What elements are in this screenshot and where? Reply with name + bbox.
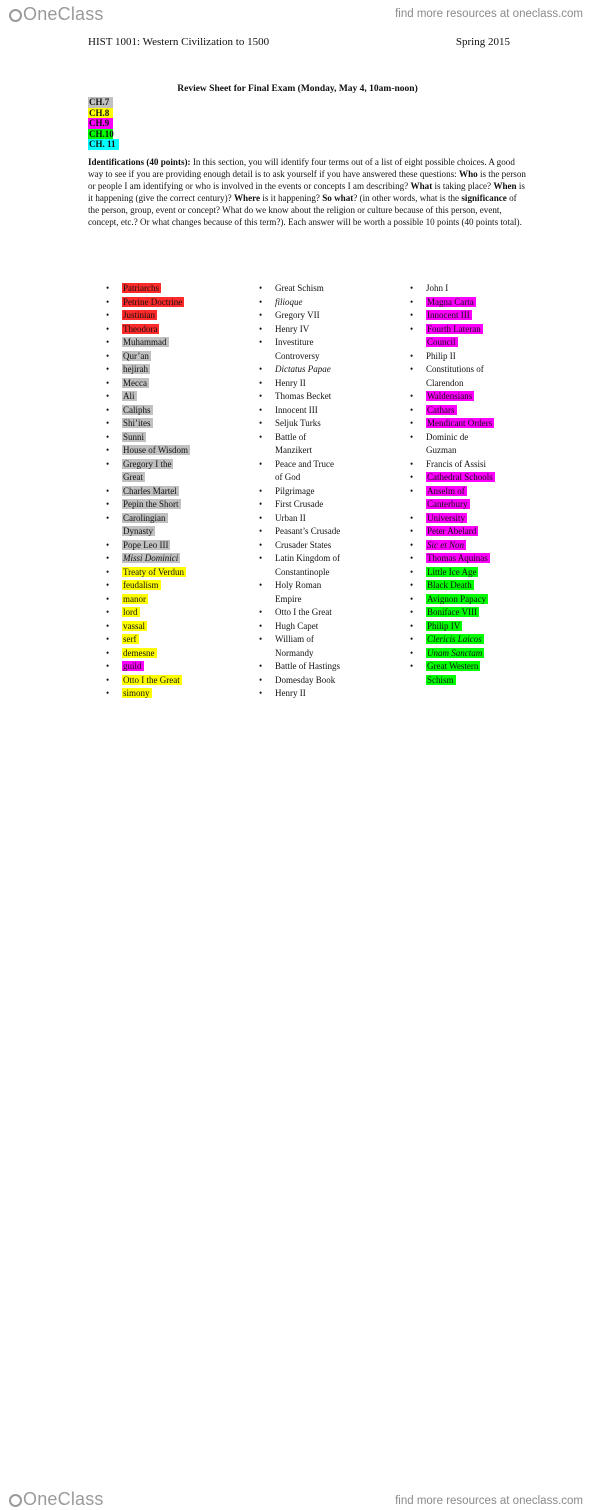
- term-text: Crusader States: [275, 539, 332, 550]
- term-text: Mecca: [123, 377, 147, 388]
- term-text: Cathars: [427, 404, 455, 415]
- term-item: [259, 674, 384, 688]
- term-text: Constantinople: [275, 566, 330, 577]
- intro-text: In this section, you will identify four terms out of a list of eight possible choices. A good way to see if you are providing enough detail is to ask yourself if you have answered these questions:: [88, 157, 515, 179]
- term-item: [410, 566, 550, 580]
- term-item: [106, 431, 226, 445]
- logo-text: OneClass: [23, 4, 104, 24]
- term-item: [106, 647, 226, 661]
- term-item: [106, 296, 226, 310]
- term-item: [410, 660, 550, 674]
- term-text: Gregory VII: [275, 310, 320, 320]
- term-text: Council: [427, 337, 456, 347]
- term-item: [259, 633, 384, 647]
- review-sheet-title: Review Sheet for Final Exam (Monday, May 4, 10am-noon): [177, 84, 418, 94]
- term-item: [106, 498, 226, 512]
- term-text: Muhammad: [123, 337, 167, 347]
- term-item: [106, 458, 226, 472]
- term-text: Fourth Lateran: [427, 323, 481, 334]
- term-text: Philip IV: [427, 620, 461, 631]
- term-item: [410, 674, 550, 688]
- term-text: Thomas Becket: [275, 391, 332, 401]
- term-item: [106, 566, 226, 580]
- term-text: Domesday Book: [275, 674, 336, 685]
- term-item: [106, 377, 226, 391]
- term-item: [106, 512, 226, 526]
- term-item: [259, 390, 384, 404]
- term-text: Innocent III: [427, 310, 470, 320]
- term-item: [106, 471, 226, 485]
- term-text: Great: [123, 472, 143, 482]
- term-item: [106, 417, 226, 431]
- term-item: [259, 498, 384, 512]
- significance-term: significance: [461, 192, 507, 203]
- term-text: Clericis Laicos: [427, 634, 482, 644]
- term-item: [410, 593, 550, 607]
- term-text: Investiture: [275, 337, 314, 347]
- term-text: Boniface VIII: [427, 607, 478, 617]
- terms-column-3: [410, 282, 550, 687]
- term-text: feudalism: [123, 580, 159, 590]
- term-item: [259, 687, 384, 701]
- oneclass-bottom-logo-icon: [9, 1494, 22, 1507]
- term-text: Anselm of: [427, 485, 465, 496]
- term-text: Little Ice Age: [427, 566, 477, 577]
- term-text: manor: [123, 593, 146, 604]
- what-term: What: [410, 180, 433, 191]
- term-item: [106, 593, 226, 607]
- term-text: serf: [123, 634, 137, 644]
- term-item: [410, 647, 550, 661]
- term-item: [106, 579, 226, 593]
- term-item: [106, 485, 226, 499]
- term-item: [410, 539, 550, 553]
- term-text: Caliphs: [123, 404, 151, 415]
- closing-text: of the person, group, event or concept? What do we know about the religion or culture because of this person, event, concept, etc.? Or what changes because of this term?). Each answer will be worth a possible 10 points (40 points total).: [88, 192, 522, 227]
- term-item: [106, 282, 226, 296]
- term-text: Francis of Assisi: [426, 458, 487, 469]
- term-item: [106, 309, 226, 323]
- term-item: [410, 633, 550, 647]
- term-item: [259, 282, 384, 296]
- term-item: [106, 552, 226, 566]
- term-item: [259, 296, 384, 310]
- so-what-term: So what: [322, 192, 354, 203]
- term-text: Canterbury: [427, 499, 468, 509]
- term-item: [410, 431, 550, 445]
- term-text: Gregory I the: [123, 458, 172, 469]
- term-text: Peace and Truce: [275, 458, 334, 469]
- term-text: Treaty of Verdun: [123, 566, 184, 577]
- term-item: [410, 390, 550, 404]
- term-item: [106, 390, 226, 404]
- term-item: [259, 647, 384, 661]
- term-item: [259, 431, 384, 445]
- term-text: Great Western: [427, 661, 479, 671]
- term-text: Peter Abelard: [427, 526, 477, 536]
- term-text: Normandy: [275, 647, 314, 658]
- term-item: [259, 471, 384, 485]
- term-text: Battle of Hastings: [275, 661, 340, 671]
- term-text: guild: [123, 661, 142, 671]
- term-text: Dynasty: [123, 526, 153, 536]
- term-item: [259, 336, 384, 350]
- term-item: [259, 485, 384, 499]
- term-text: vassal: [123, 620, 145, 631]
- term-text: Pepin the Short: [123, 499, 179, 509]
- term-item: [410, 404, 550, 418]
- who-text: is the person or people I am identifying or who is involved in the events or concepts I am describing?: [88, 168, 526, 191]
- term-text: Justinian: [123, 310, 156, 320]
- term-item: [410, 458, 550, 472]
- term-text: William of: [275, 634, 314, 644]
- term-item: [259, 552, 384, 566]
- term-text: Charles Martel: [123, 485, 177, 496]
- term-item: [259, 512, 384, 526]
- term-item: [410, 444, 550, 458]
- chapter-10-label: CH.10: [89, 128, 114, 139]
- term-item: [259, 417, 384, 431]
- term-text: Innocent III: [275, 404, 318, 415]
- where-text: is it happening?: [260, 192, 323, 203]
- oneclass-bottom-logo[interactable]: [9, 1489, 104, 1510]
- term-item: [106, 687, 226, 701]
- term-item: [259, 660, 384, 674]
- term-text: hejirah: [123, 364, 148, 374]
- term-text: Controversy: [275, 350, 320, 361]
- term-text: Guzman: [426, 445, 457, 455]
- term-item: [259, 525, 384, 539]
- where-term: Where: [233, 192, 261, 203]
- term-text: Latin Kingdom of: [275, 553, 340, 563]
- when-text: is it happening (give the correct century)?: [88, 180, 525, 203]
- term-text: demesne: [123, 647, 155, 658]
- term-text: Waldensians: [427, 391, 473, 401]
- term-text: Henry II: [275, 377, 306, 388]
- term-text: Great Schism: [275, 283, 324, 293]
- term-text: Empire: [275, 593, 302, 604]
- oneclass-bottom-bar: [0, 744, 595, 1509]
- top-resources-link[interactable]: find more resources at oneclass.com: [395, 8, 583, 20]
- term-text: Philip II: [426, 350, 456, 361]
- term-item: [410, 579, 550, 593]
- term-item: [259, 620, 384, 634]
- term-text: Manzikert: [275, 445, 312, 455]
- term-item: [106, 363, 226, 377]
- term-text: Pilgrimage: [275, 485, 315, 496]
- term-item: [410, 282, 550, 296]
- term-item: [106, 336, 226, 350]
- term-text: University: [427, 512, 465, 523]
- term-text: Missi Dominici: [123, 553, 179, 563]
- term-item: [259, 579, 384, 593]
- term-item: [410, 336, 550, 350]
- term-text: Patriarchs: [123, 283, 159, 293]
- when-term: When: [493, 180, 517, 191]
- who-term: Who: [458, 168, 478, 179]
- term-item: [259, 566, 384, 580]
- chapter-8-label: CH.8: [88, 108, 113, 119]
- term-item: [259, 606, 384, 620]
- term-item: [106, 633, 226, 647]
- term-item: [410, 350, 550, 364]
- term-item: [410, 309, 550, 323]
- term-text: Henry II: [275, 688, 306, 698]
- term-text: Otto I the Great: [123, 674, 180, 685]
- term-text: filioque: [275, 296, 303, 307]
- term-item: [259, 363, 384, 377]
- so-what-text: ? (in other words, what is the: [353, 192, 462, 203]
- term-text: Black Death: [427, 580, 472, 590]
- term-item: [259, 539, 384, 553]
- term-text: Clarendon: [426, 377, 464, 388]
- term-item: [259, 323, 384, 337]
- term-text: First Crusade: [275, 499, 324, 509]
- term-text: Pope Leo III: [123, 539, 169, 550]
- term-text: Theodora: [123, 323, 158, 334]
- term-text: Hugh Capet: [275, 620, 319, 631]
- term-item: [410, 417, 550, 431]
- term-text: House of Wisdom: [123, 445, 188, 455]
- term-item: [410, 620, 550, 634]
- term-text: Mendicant Orders: [427, 418, 493, 428]
- term-text: Thomas Aquinas: [427, 553, 488, 563]
- oneclass-logo[interactable]: [9, 4, 104, 25]
- oneclass-logo-icon: [9, 9, 22, 22]
- bottom-logo-text: OneClass: [23, 1489, 104, 1509]
- term-text: Petrine Doctrine: [123, 296, 183, 307]
- term-text: Sic et Non: [427, 539, 464, 550]
- term-label: Spring 2015: [455, 36, 510, 48]
- term-item: [410, 485, 550, 499]
- term-item: [106, 525, 226, 539]
- term-text: Qur’an: [123, 350, 149, 361]
- term-text: Constitutions of: [426, 364, 484, 374]
- term-text: Cathedral Schools: [427, 472, 493, 482]
- term-item: [259, 444, 384, 458]
- identifications-label: Identifications (40 points):: [88, 157, 191, 167]
- term-text: Dictatus Papae: [275, 364, 331, 374]
- term-item: [410, 552, 550, 566]
- course-title: HIST 1001: Western Civilization to 1500: [88, 36, 270, 48]
- what-text: is taking place?: [432, 180, 494, 191]
- term-item: [106, 606, 226, 620]
- oneclass-top-bar: [0, 0, 595, 30]
- chapter-11-label: CH. 11: [88, 139, 119, 150]
- term-item: [410, 296, 550, 310]
- term-item: [106, 323, 226, 337]
- term-text: Magna Carta: [427, 296, 474, 307]
- term-item: [259, 350, 384, 364]
- identifications-instructions: [88, 157, 528, 228]
- chapter-9-label: CH.9: [88, 118, 113, 129]
- chapter-7-label: CH.7: [88, 97, 113, 108]
- term-item: [410, 525, 550, 539]
- term-item: [259, 404, 384, 418]
- term-item: [106, 674, 226, 688]
- term-item: [410, 498, 550, 512]
- term-item: [259, 377, 384, 391]
- term-item: [410, 512, 550, 526]
- term-item: [410, 471, 550, 485]
- term-text: of God: [275, 472, 301, 482]
- term-text: Otto I the Great: [275, 607, 332, 617]
- term-text: simony: [123, 688, 150, 698]
- term-text: Urban II: [275, 512, 306, 523]
- term-item: [106, 539, 226, 553]
- term-text: Shi’ites: [123, 418, 151, 428]
- term-item: [410, 606, 550, 620]
- bottom-resources-link[interactable]: find more resources at oneclass.com: [395, 1495, 583, 1507]
- term-text: Dominic de: [426, 431, 469, 442]
- term-item: [410, 323, 550, 337]
- term-item: [106, 404, 226, 418]
- term-text: Seljuk Turks: [275, 418, 321, 428]
- term-text: Battle of: [275, 431, 307, 442]
- term-text: Schism: [427, 674, 454, 685]
- term-item: [410, 363, 550, 377]
- term-item: [410, 377, 550, 391]
- terms-column-2: [259, 282, 384, 701]
- term-item: [106, 660, 226, 674]
- terms-column-1: [106, 282, 226, 701]
- term-item: [259, 458, 384, 472]
- term-text: Holy Roman: [275, 580, 322, 590]
- term-text: Unam Sanctam: [427, 647, 483, 658]
- term-text: Peasant’s Crusade: [275, 526, 341, 536]
- term-text: John I: [426, 283, 449, 293]
- term-text: Sunni: [123, 431, 145, 442]
- term-text: Carolingian: [123, 512, 166, 523]
- term-item: [106, 444, 226, 458]
- term-item: [106, 620, 226, 634]
- chapter-legend: [88, 97, 119, 150]
- term-text: lord: [123, 607, 138, 617]
- term-text: Ali: [123, 391, 135, 401]
- term-item: [259, 593, 384, 607]
- term-text: Henry IV: [275, 323, 310, 334]
- term-item: [259, 309, 384, 323]
- term-item: [106, 350, 226, 364]
- term-text: Avignon Papacy: [427, 593, 487, 604]
